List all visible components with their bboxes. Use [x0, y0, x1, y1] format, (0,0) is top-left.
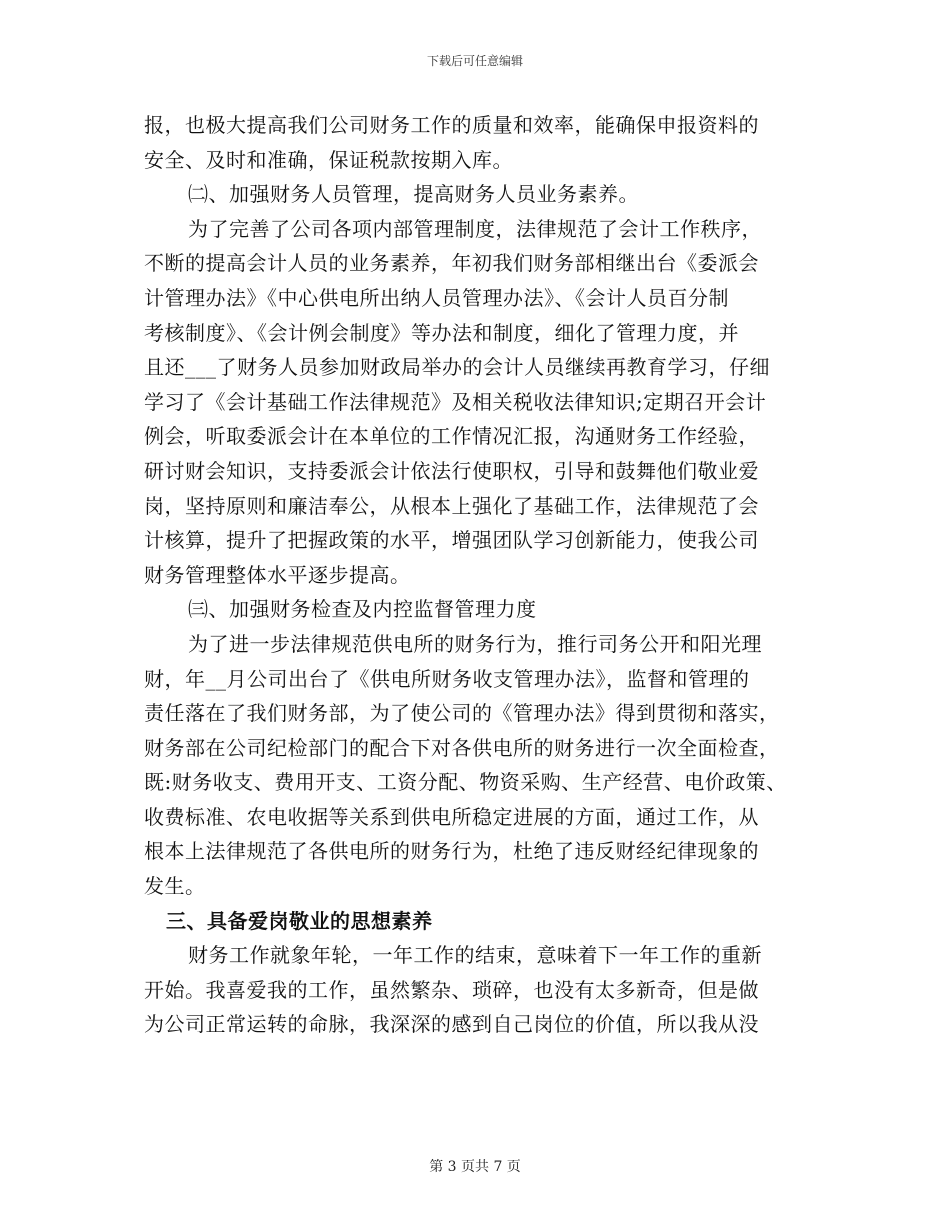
document-body	[144, 108, 816, 1042]
body-line: 安全、及时和准确，保证税款按期入库。	[144, 147, 513, 172]
body-line: 考核制度》、《会计例会制度》等办法和制度，细化了管理力度，并	[144, 320, 739, 345]
body-line: 计管理办法》《中心供电所出纳人员管理办法》、《会计人员百分制	[144, 285, 729, 310]
body-line: 例会，听取委派会计在本单位的工作情况汇报，沟通财务工作经验，	[144, 424, 759, 449]
section-heading: 三、具备爱岗敬业的思想素养	[166, 908, 433, 933]
body-line: 发生。	[144, 874, 206, 899]
body-line: 财务部在公司纪检部门的配合下对各供电所的财务进行一次全面检查，	[144, 735, 780, 760]
body-line: 不断的提高会计人员的业务素养，年初我们财务部相继出台《委派会	[144, 251, 759, 276]
body-line: 为了完善了公司各项内部管理制度，法律规范了会计工作秩序，	[188, 216, 762, 241]
body-line: 计核算，提升了把握政策的水平，增强团队学习创新能力，使我公司	[144, 528, 759, 553]
section-subheading: ㈢、加强财务检查及内控监督管理力度	[188, 597, 537, 622]
body-line: 财，年__月公司出台了《供电所财务收支管理办法》，监督和管理的	[144, 666, 750, 691]
body-line: 岗，坚持原则和廉洁奉公，从根本上强化了基础工作，法律规范了会	[144, 493, 759, 518]
body-line: 研讨财会知识，支持委派会计依法行使职权，引导和鼓舞他们敬业爱	[144, 458, 759, 483]
body-line: 为了进一步法律规范供电所的财务行为，推行司务公开和阳光理	[188, 631, 762, 656]
body-line: 报，也极大提高我们公司财务工作的质量和效率，能确保申报资料的	[144, 113, 759, 137]
body-line: 财务工作就象年轮，一年工作的结束，意味着下一年工作的重新	[188, 943, 762, 968]
body-line: 根本上法律规范了各供电所的财务行为，杜绝了违反财经纪律现象的	[144, 839, 759, 864]
page-header: 下载后可任意编辑	[426, 54, 523, 68]
body-line: 为公司正常运转的命脉，我深深的感到自己岗位的价值，所以我从没	[144, 1012, 759, 1037]
section-subheading: ㈡、加强财务人员管理，提高财务人员业务素养。	[188, 182, 639, 207]
body-line: 收费标准、农电收据等关系到供电所稳定进展的方面，通过工作，从	[144, 804, 759, 829]
body-line: 既:财务收支、费用开支、工资分配、物资采购、生产经营、电价政策、	[144, 770, 787, 795]
body-line: 学习了《会计基础工作法律规范》及相关税收法律知识;定期召开会计	[144, 389, 767, 414]
body-line: 责任落在了我们财务部，为了使公司的《管理办法》得到贯彻和落实，	[144, 701, 780, 726]
body-line: 开始。我喜爱我的工作，虽然繁杂、琐碎，也没有太多新奇，但是做	[144, 977, 759, 1002]
body-line: 且还___了财务人员参加财政局举办的会计人员继续再教育学习，仔细	[144, 355, 770, 380]
page-number: 第 3 页共 7 页	[429, 1159, 521, 1175]
body-line: 财务管理整体水平逐步提高。	[144, 562, 411, 587]
